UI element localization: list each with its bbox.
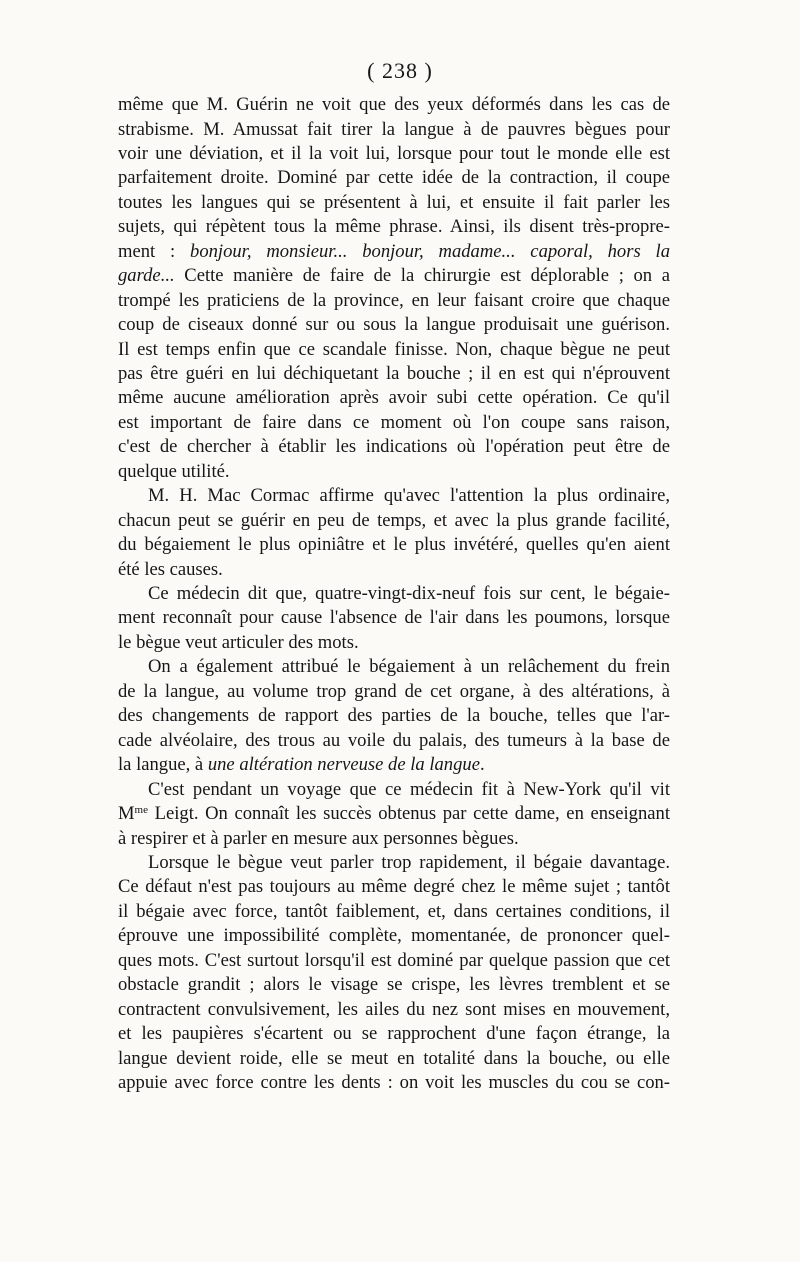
text-segment: Lorsque le bègue veut parler trop rapidement, il bégaie davantage. xyxy=(148,851,670,873)
text-segment: la langue, à xyxy=(118,754,208,776)
text-segment: est important de faire dans ce moment où l'on coupe sans raison, xyxy=(118,411,670,433)
text-segment: et les paupières s'écartent ou se rapprochent d'une façon étrange, la xyxy=(118,1023,670,1045)
text-segment: voir une déviation, et il la voit lui, lorsque pour tout le monde elle est xyxy=(118,142,670,164)
text-line xyxy=(118,949,670,973)
text-segment: des changements de rapport des parties de la bouche, telles que l'ar- xyxy=(118,705,670,727)
text-line xyxy=(118,362,670,386)
text-line xyxy=(118,166,670,190)
text-segment: Leigt. On connaît les succès obtenus par cette dame, en enseignant xyxy=(148,803,670,824)
text-segment: pas être guéri en lui déchiquetant la bouche ; il en est qui n'éprouvent xyxy=(118,362,670,384)
text-line xyxy=(118,142,670,166)
text-line xyxy=(118,1022,670,1046)
text-line xyxy=(118,973,670,997)
text-segment: ment reconnaît pour cause l'absence de l'air dans les poumons, lorsque xyxy=(118,607,670,629)
text-line xyxy=(118,1071,670,1095)
text-segment: éprouve une impossibilité complète, momentanée, de prononcer quel- xyxy=(118,925,670,947)
text-segment: à respirer et à parler en mesure aux personnes bègues. xyxy=(118,827,519,849)
text-segment: ment : xyxy=(118,240,191,262)
text-segment: trompé les praticiens de la province, en leur faisant croire que chaque xyxy=(118,289,670,311)
text-line xyxy=(118,704,670,728)
text-line xyxy=(118,264,670,288)
text-segment: toutes les langues qui se présentent à lui, et ensuite il fait parler les xyxy=(118,191,670,213)
text-line xyxy=(118,435,670,459)
text-segment: été les causes. xyxy=(118,558,223,580)
text-segment: appuie avec force contre les dents : on voit les muscles du cou se con- xyxy=(118,1072,670,1093)
text-segment: cade alvéolaire, des trous au voile du palais, des tumeurs à la base de xyxy=(118,729,670,751)
text-segment: Ce défaut n'est pas toujours au même degré chez le même sujet ; tantôt xyxy=(118,876,670,898)
text-segment: contractent convulsivement, les ailes du nez sont mises en mouvement, xyxy=(118,998,670,1020)
italic-text: une altération nerveuse de la langue xyxy=(207,754,480,776)
text-line xyxy=(148,484,670,508)
text-segment: sujets, qui répètent tous la même phrase. Ainsi, ils disent très-propre- xyxy=(118,216,670,238)
text-segment: coup de ciseaux donné sur ou sous la langue produisait une guérison. xyxy=(118,314,670,335)
text-line xyxy=(148,655,670,679)
text-line xyxy=(118,875,670,899)
text-line xyxy=(118,533,670,557)
text-line xyxy=(118,606,670,630)
text-segment: Ce médecin dit que, quatre-vingt-dix-neuf fois sur cent, le bégaie- xyxy=(148,583,670,604)
text-line xyxy=(118,386,670,410)
text-line xyxy=(118,460,670,484)
text-line xyxy=(118,411,670,435)
text-segment: strabisme. M. Amussat fait tirer la langue à de pauvres bègues pour xyxy=(118,118,670,140)
text-line xyxy=(118,215,670,239)
text-line xyxy=(118,509,670,533)
text-segment: langue devient roide, elle se meut en totalité dans la bouche, ou elle xyxy=(118,1047,670,1069)
text-line xyxy=(118,191,670,215)
text-segment: ques mots. C'est surtout lorsqu'il est dominé par quelque passion que cet xyxy=(118,949,670,971)
text-line xyxy=(118,93,670,117)
text-line xyxy=(118,313,670,337)
text-line xyxy=(118,998,670,1022)
text-line xyxy=(118,289,670,313)
text-segment: M. H. Mac Cormac affirme qu'avec l'attention la plus ordinaire, xyxy=(148,485,670,507)
text-segment: obstacle grandit ; alors le visage se crispe, les lèvres tremblent et se xyxy=(118,974,670,996)
text-segment: quelque utilité. xyxy=(118,460,230,482)
text-segment: parfaitement droite. Dominé par cette idée de la contraction, il coupe xyxy=(118,167,670,189)
text-segment: chacun peut se guérir en peu de temps, et avec la plus grande facilité, xyxy=(118,509,670,531)
text-line xyxy=(148,851,670,875)
text-line xyxy=(118,753,670,777)
text-line xyxy=(118,680,670,704)
text-line xyxy=(118,900,670,924)
superscript: me xyxy=(134,804,148,816)
italic-text: bonjour, monsieur... bonjour, madame... caporal, hors la xyxy=(190,240,670,262)
text-line xyxy=(118,240,670,264)
text-line xyxy=(118,729,670,753)
text-line xyxy=(118,118,670,142)
text-segment: On a également attribué le bégaiement à un relâchement du frein xyxy=(148,656,670,678)
text-segment: même que M. Guérin ne voit que des yeux déformés dans les cas de xyxy=(118,94,670,115)
text-line xyxy=(118,338,670,362)
text-line xyxy=(118,558,670,582)
text-segment: il bégaie avec force, tantôt faiblement, et, dans certaines conditions, il xyxy=(118,900,670,922)
italic-text: garde... xyxy=(118,265,175,287)
text-segment: Il est temps enfin que ce scandale finisse. Non, chaque bègue ne peut xyxy=(118,338,670,360)
text-segment: Cette manière de faire de la chirurgie est déplorable ; on a xyxy=(174,265,670,287)
text-line xyxy=(118,924,670,948)
text-segment: . xyxy=(479,754,485,776)
text-segment: le bègue veut articuler des mots. xyxy=(118,631,359,653)
page-number: ( 238 ) xyxy=(367,58,433,83)
text-segment: du bégaiement le plus opiniâtre et le plus invétéré, quelles qu'en aient xyxy=(118,534,670,556)
text-line xyxy=(118,1047,670,1071)
text-line xyxy=(118,631,670,655)
text-segment: C'est pendant un voyage que ce médecin fit à New-York qu'il vit xyxy=(148,778,670,800)
text-segment: même aucune amélioration après avoir subi cette opération. Ce qu'il xyxy=(118,387,670,409)
text-line xyxy=(148,582,670,606)
text-segment: de la langue, au volume trop grand de cet organe, à des altérations, à xyxy=(118,680,670,702)
text-line xyxy=(118,802,670,826)
text-segment: M xyxy=(118,803,135,824)
text-line xyxy=(118,827,670,851)
text-line xyxy=(148,778,670,802)
text-segment: c'est de chercher à établir les indications où l'opération peut être de xyxy=(118,436,670,458)
